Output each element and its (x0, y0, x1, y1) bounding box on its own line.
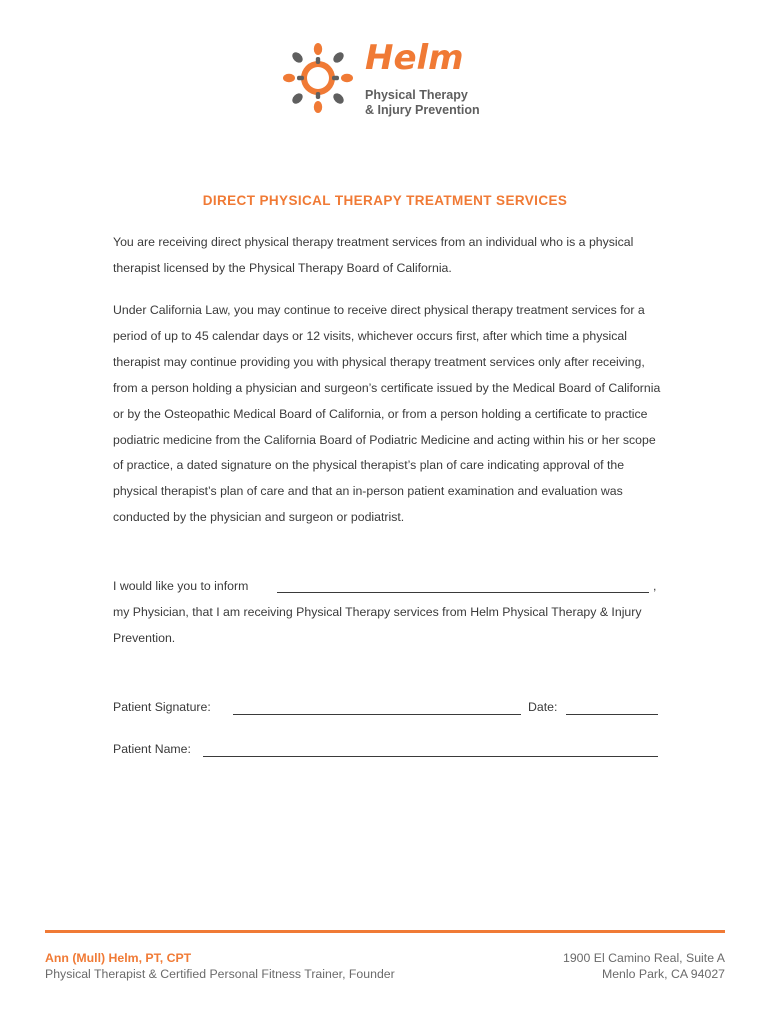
patient-name-label: Patient Name: (113, 742, 191, 756)
date-label: Date: (528, 700, 558, 714)
date-field[interactable] (566, 714, 658, 715)
footer-name: Ann (Mull) Helm, PT, CPT (45, 951, 192, 965)
logo-tagline-line2: & Injury Prevention (365, 102, 480, 117)
inform-rest: my Physician, that I am receiving Physical Therapy services from Helm Physical Therapy & Injury Prevention. (113, 605, 642, 645)
logo-tagline (365, 88, 480, 117)
helm-logo (282, 38, 492, 118)
patient-signature-field[interactable] (233, 714, 521, 715)
footer-contact (45, 950, 395, 982)
paragraph-intro: You are receiving direct physical therapy treatment services from an individual who is a physical therapist licensed by the Physical Therapy Board of California. (113, 235, 634, 275)
inform-physician-statement (113, 573, 673, 651)
footer-address-line2: Menlo Park, CA 94027 (601, 967, 725, 981)
patient-name-row (113, 742, 658, 762)
paragraph-california-law: Under California Law, you may continue to receive direct physical therapy treatment services for a period of up to 45 calendar days or 12 visits, whichever occurs first, after which time a physical therapist may continue providing you with physical therapy treatment services only after receiving, from a person holding a physician and surgeon’s certificate issued by the Medical Board of California or by the Osteopathic Medical Board of California, or from a person holding a certificate to practice podiatric medicine from the California Board of Podiatric Medicine and acting within his or her scope of practice, a dated signature on the physical therapist’s plan of care indicating approval of the physical therapist’s plan of care and that an in-person patient examination and evaluation was conducted by the physician and surgeon or podiatrist. (113, 303, 661, 525)
signature-label: Patient Signature: (113, 700, 211, 714)
inform-comma: , (653, 579, 657, 593)
patient-name-field[interactable] (203, 756, 658, 757)
logo-wordmark: Helm (365, 38, 464, 78)
signature-row (113, 700, 658, 720)
footer-address-line1: 1900 El Camino Real, Suite A (562, 951, 725, 965)
footer-address (563, 950, 725, 982)
physician-name-field[interactable] (277, 592, 649, 593)
logo-tagline-line1: Physical Therapy (365, 88, 468, 102)
helm-sun-icon (282, 42, 354, 114)
inform-prefix: I would like you to inform (113, 579, 249, 593)
footer-role: Physical Therapist & Certified Personal Fitness Trainer, Founder (45, 967, 395, 981)
footer-divider (45, 930, 725, 933)
document-title: DIRECT PHYSICAL THERAPY TREATMENT SERVICES (202, 193, 568, 208)
